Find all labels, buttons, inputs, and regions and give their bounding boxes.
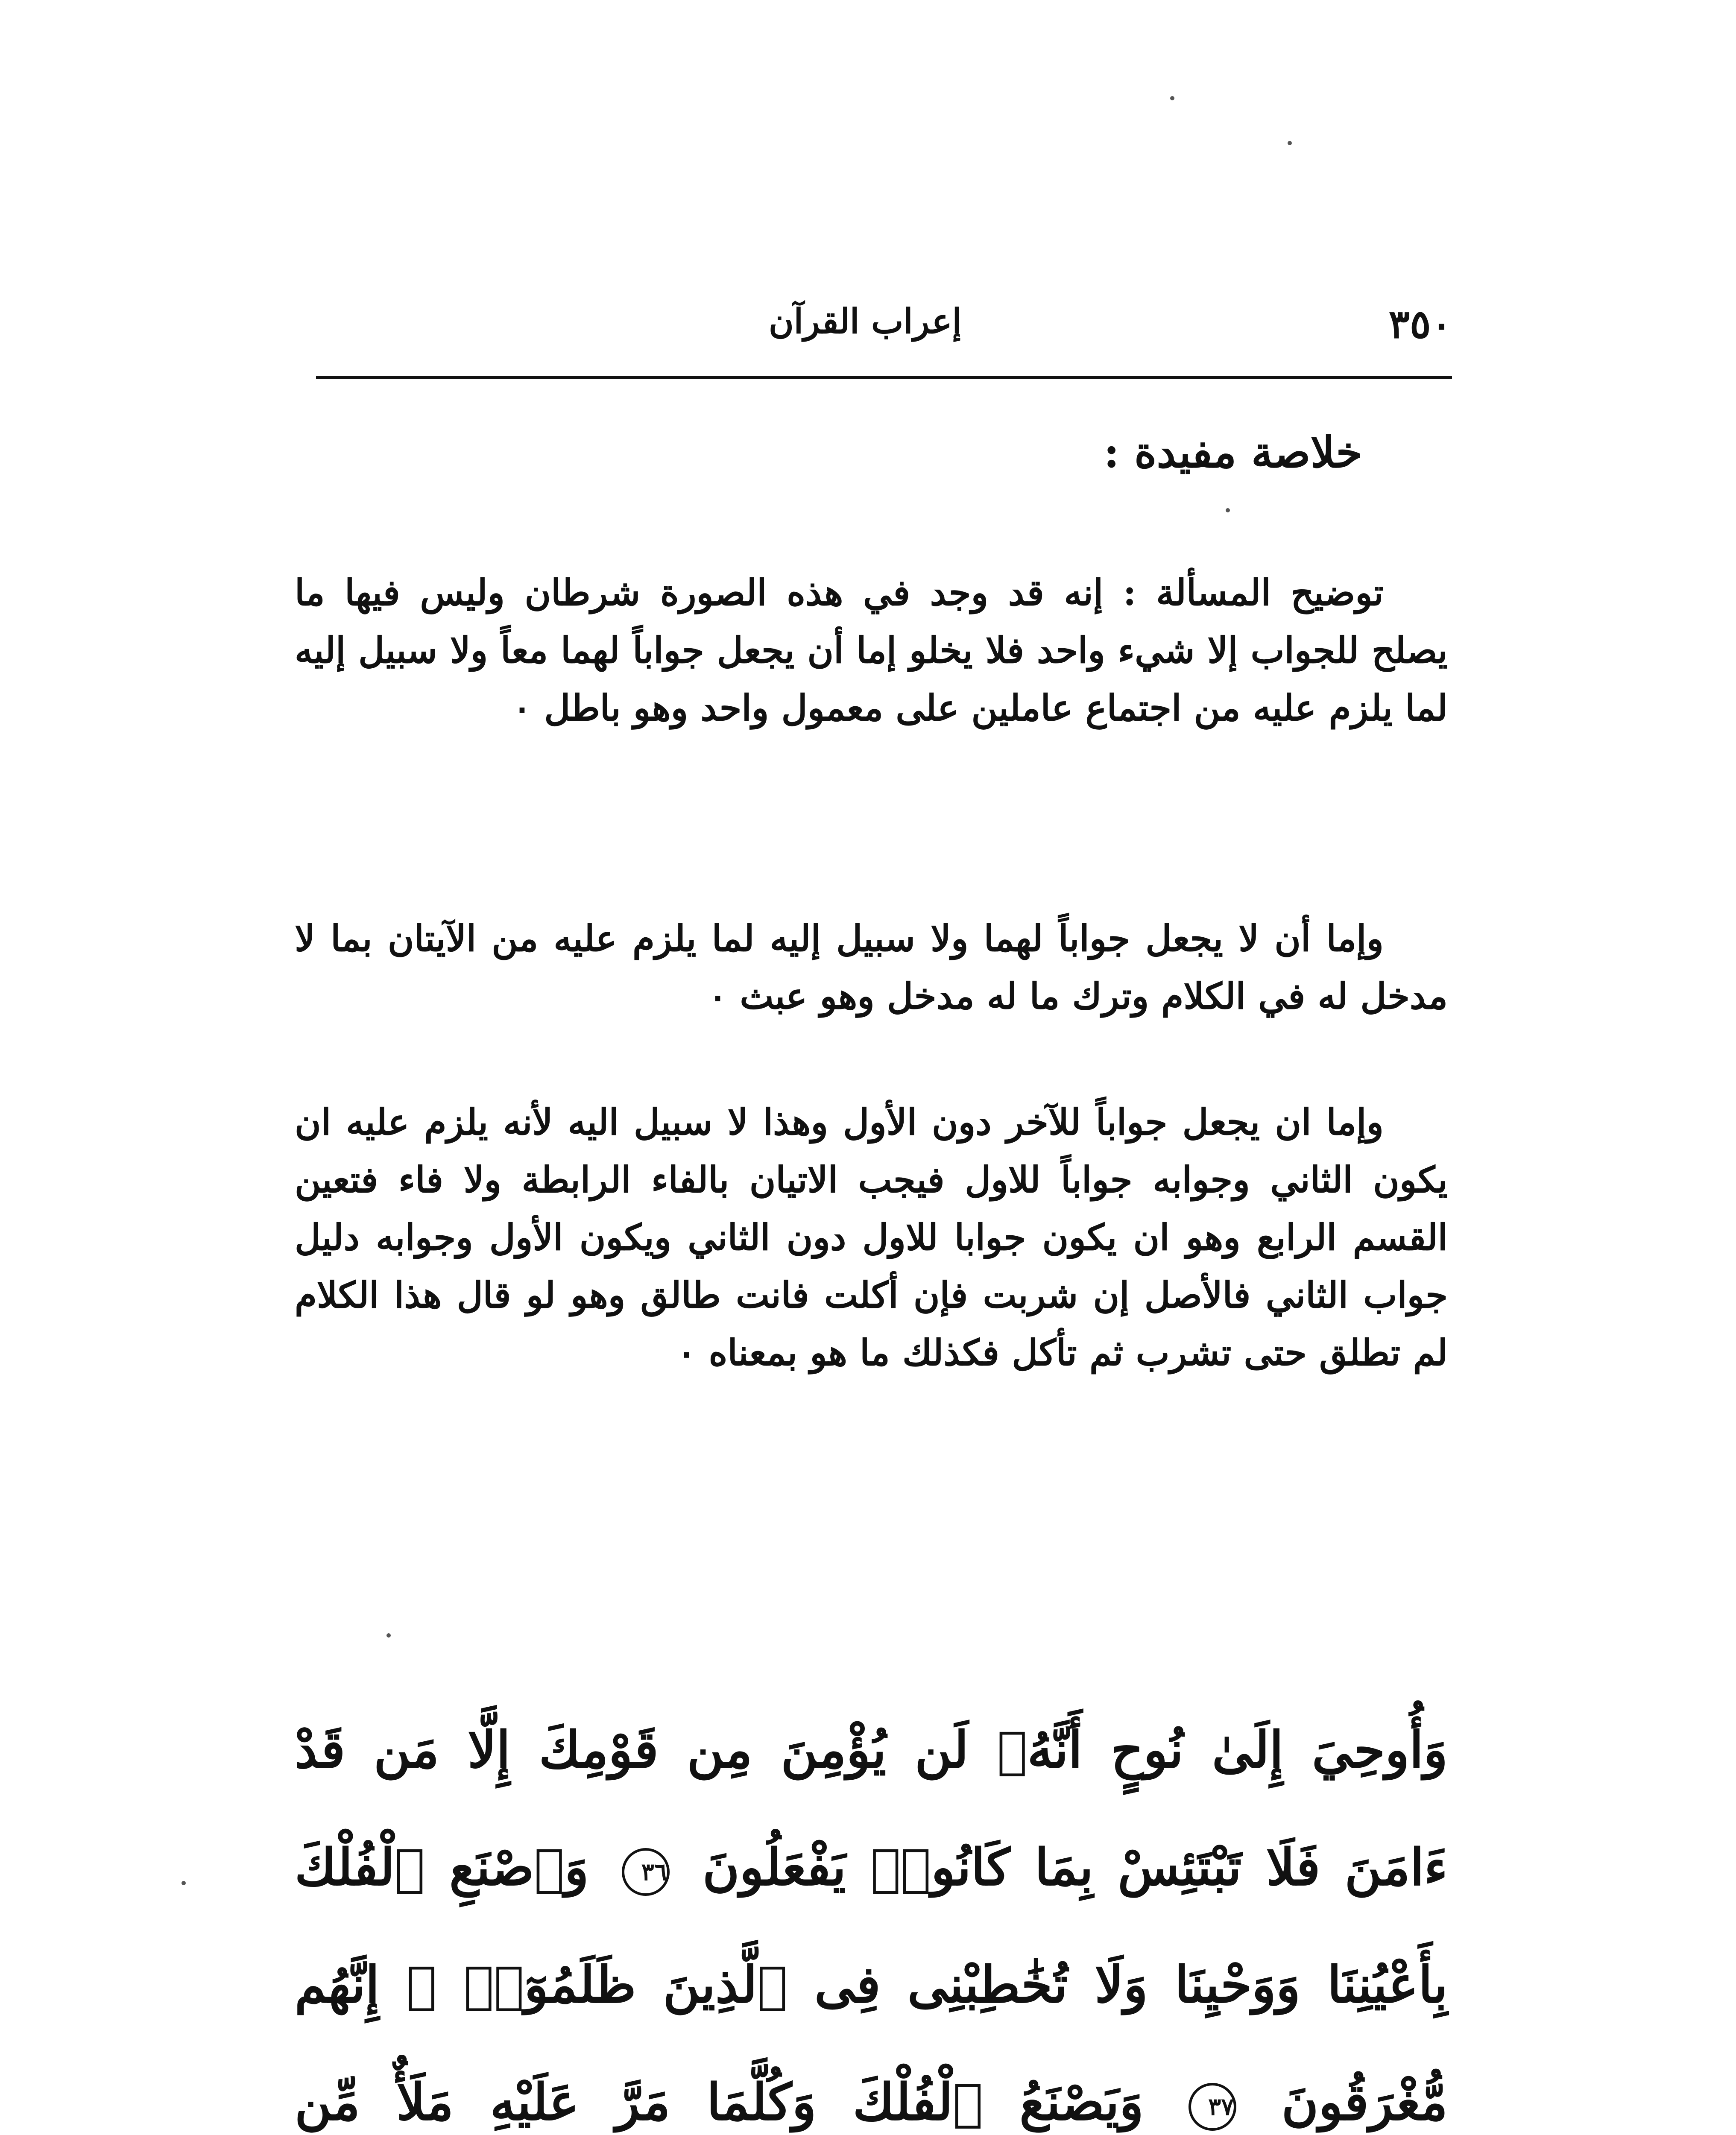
scan-speck — [1170, 96, 1174, 100]
quran-verses — [295, 1691, 1448, 2135]
section-title: خلاصة مفيدة : — [1104, 427, 1362, 477]
scan-speck — [386, 1633, 391, 1638]
header-divider — [316, 376, 1452, 379]
paragraph-text-3: وإما ان يجعل جواباً للآخر دون الأول وهذا لا سبيل اليه لأنه يلزم عليه ان يكون الثاني وجوابه جواباً للاول فيجب الاتيان بالفاء الرابطة ولا فاء فتعين القسم الرابع وهو ان يكون جوابا للاول دون الثاني ويكون الأول وجوابه دليل جواب الثاني فالأصل إن شربت فإن أكلت فانت طالق وهو لو قال هذا الكلام لم تطلق حتى تشرب ثم تأكل فكذلك ما هو بمعناه ٠ — [295, 1101, 1448, 1374]
verse-segment-37: وَٱصْنَعِ ٱلْفُلْكَ بِأَعْيُنِنَا وَوَحْيِنَا وَلَا تُخَٰطِبْنِى فِى ٱلَّذِينَ ظَلَمُوٓا۟ ۚ إِنَّهُم مُّغْرَقُونَ — [295, 1837, 1448, 2132]
paragraph-text-2: وإما أن لا يجعل جواباً لهما ولا سبيل إليه لما يلزم عليه من الآيتان بما لا مدخل له في الكلام وترك ما له مدخل وهو عبث ٠ — [295, 917, 1448, 1017]
scan-speck — [1288, 141, 1292, 145]
paragraph-third-option — [295, 1093, 1448, 1381]
verse-segment-38: وَيَصْنَعُ ٱلْفُلْكَ وَكُلَّمَا مَرَّ عَلَيْهِ مَلَأٌ مِّن — [295, 2072, 1144, 2132]
book-title: إعراب القرآن — [769, 301, 962, 341]
verse-segment-36: وَأُوحِيَ إِلَىٰ نُوحٍ أَنَّهُۥ لَن يُؤْمِنَ مِن قَوْمِكَ إِلَّا مَن قَدْ ءَامَنَ فَلَا تَبْتَئِسْ بِمَا كَانُوا۟ يَفْعَلُونَ — [295, 1720, 1448, 1897]
paragraph-clarification — [295, 564, 1448, 737]
scan-speck — [182, 1881, 186, 1885]
paragraph-text-1: توضيح المسألة : إنه قد وجد في هذه الصورة شرطان وليس فيها ما يصلح للجواب إلا شيء واحد فلا يخلو إما أن يجعل جواباً لهما معاً ولا سبيل إليه لما يلزم عليه من اجتماع عاملين على معمول واحد وهو باطل ٠ — [295, 571, 1448, 729]
page-header — [316, 301, 1452, 365]
ayah-number-marker: ٣٧ — [1189, 2083, 1236, 2131]
scan-speck — [1226, 508, 1230, 512]
paragraph-second-option — [295, 910, 1448, 1025]
ayah-number-marker: ٣٦ — [622, 1848, 670, 1896]
page-number: ٣٥٠ — [1388, 301, 1452, 347]
